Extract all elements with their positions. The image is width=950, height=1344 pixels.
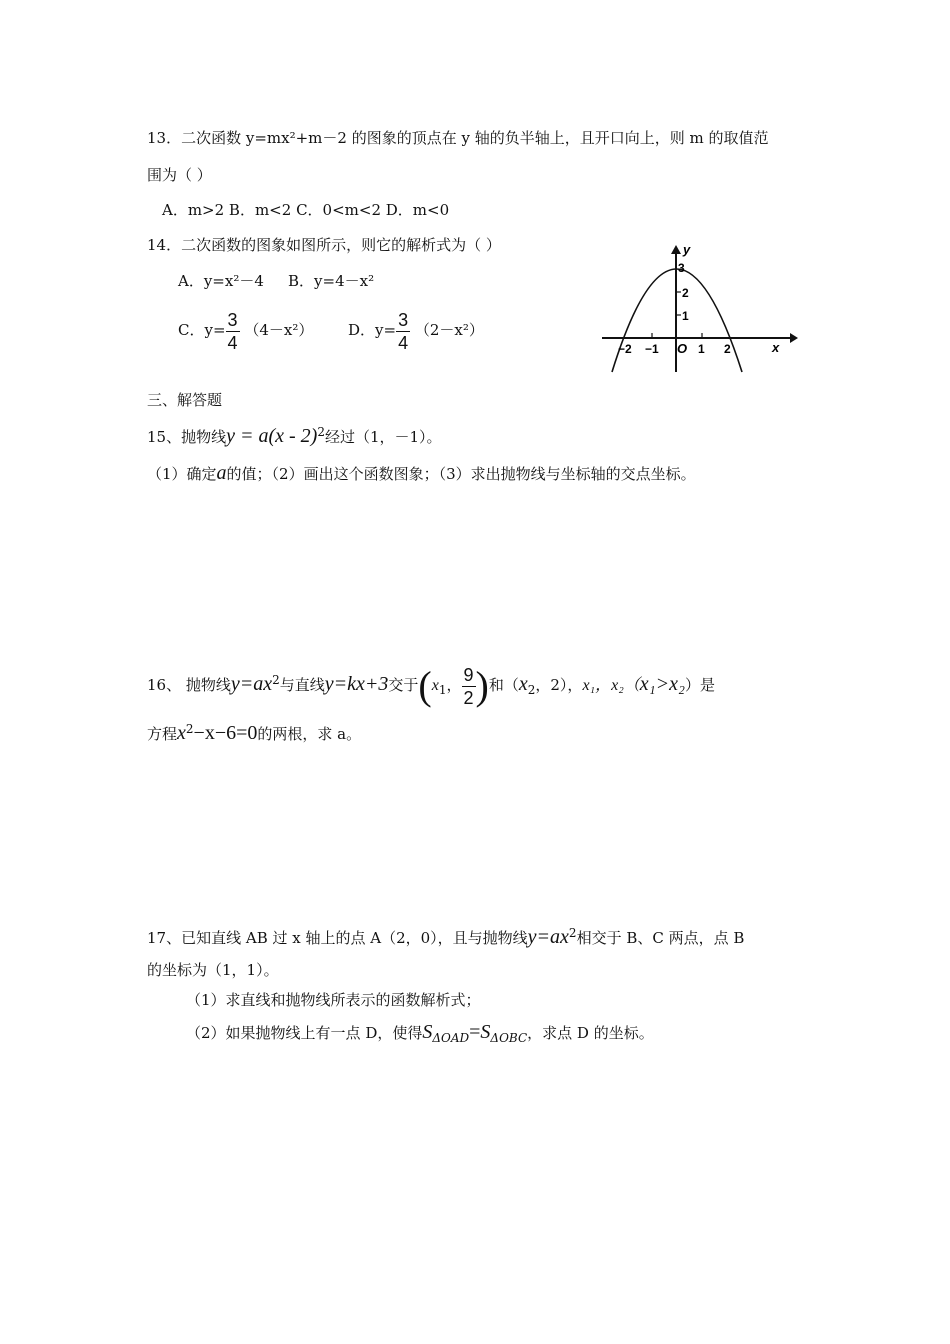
q17-line1	[147, 918, 744, 953]
y-axis-label: y	[683, 242, 691, 257]
q16-equation-rest: −x−6=0	[193, 722, 258, 744]
fraction-denominator: 4	[227, 332, 238, 353]
q16-roots: x₁，x₂（	[582, 677, 640, 694]
q15-sub-var: a	[216, 462, 227, 484]
q13-line1: 13．二次函数 y=mx²+m－2 的图象的顶点在 y 轴的负半轴上，且开口向上，则 m 的取值范	[147, 129, 769, 147]
q16-line-eq: y=kx+3	[324, 673, 389, 695]
x-tick-label-neg2: −2	[618, 342, 632, 356]
q16-parabola-exponent: 2	[272, 673, 280, 687]
left-paren: (	[418, 663, 432, 708]
q13-options: A．m>2 B．m<2 C．0<m<2 D．m<0	[162, 201, 450, 219]
area-symbol: S	[422, 1021, 433, 1043]
q16-pt1-sep: ，	[446, 676, 462, 694]
origin-label: O	[677, 341, 688, 356]
q14-option-d-suffix: （2－x²）	[414, 321, 484, 339]
q17-part2	[186, 1016, 654, 1054]
x-tick-label-1: 1	[698, 342, 705, 356]
q16-mid1: 与直线	[279, 676, 325, 694]
fraction-numerator: 3	[398, 309, 409, 330]
x-tick-label-2: 2	[724, 342, 731, 356]
q17-part2-post: ，求点 D 的坐标。	[527, 1024, 654, 1042]
q14-option-d	[348, 306, 484, 354]
q15-prefix: 15、抛物线	[147, 428, 227, 446]
q16-pt1-x: x	[431, 677, 439, 694]
q14-option-b: B．y=4－x²	[288, 272, 375, 290]
area-subscript-oad: ΔOAD	[432, 1031, 470, 1045]
q16-equation: x	[177, 722, 186, 744]
q14-option-c-fraction	[226, 309, 240, 354]
q16-prefix: 16、 抛物线	[147, 676, 231, 694]
q16-line2	[147, 714, 361, 749]
x-axis-label: x	[772, 340, 780, 355]
y-tick-label-2: 2	[682, 286, 689, 300]
q16-pt1-sub: 1	[438, 683, 447, 697]
q14-option-d-prefix: D．y=	[348, 321, 397, 339]
q17-part2-pre: （2）如果抛物线上有一点 D，使得	[186, 1024, 423, 1042]
fraction-numerator: 3	[227, 309, 238, 330]
area-subscript-obc: ΔOBC	[490, 1031, 528, 1045]
q16-mid3: 和（	[488, 676, 519, 694]
fraction-numerator: 9	[463, 664, 474, 685]
q15-suffix: 经过（1，－1）。	[324, 428, 442, 446]
q16-equation-exponent: 2	[185, 722, 194, 736]
q17-line2: 的坐标为（1，1）。	[147, 961, 279, 979]
q17-line1-pre: 17、已知直线 AB 过 x 轴上的点 A（2，0），且与抛物线	[147, 929, 528, 947]
q14-stem: 14．二次函数的图象如图所示，则它的解析式为（ ）	[147, 236, 501, 254]
y-tick-label-1: 1	[682, 309, 689, 323]
q17-line1-post: 相交于 B、C 两点，点 B	[576, 929, 745, 947]
q16-condition: x₁>x₂	[639, 673, 685, 695]
q16-pt2-rest: ，2），	[535, 676, 583, 694]
q15-line1	[147, 418, 442, 451]
q14-option-a: A．y=x²－4	[178, 272, 264, 290]
q16-pt2-sub: 2	[527, 683, 536, 697]
q16-parabola: y=ax	[230, 673, 273, 695]
y-tick-label-3: 3	[678, 261, 685, 275]
q14-option-c-suffix: （4－x²）	[244, 321, 314, 339]
parabola-graph	[600, 242, 800, 377]
fraction-denominator: 4	[398, 332, 409, 353]
right-paren: )	[475, 663, 489, 708]
x-axis-arrow	[790, 333, 798, 343]
x-tick-label-neg1: −1	[645, 342, 659, 356]
q16-mid2: 交于	[388, 676, 419, 694]
q15-line2	[147, 460, 696, 487]
q17-parabola: y=ax	[527, 926, 569, 948]
q15-formula: y = a(x - 2)	[226, 425, 318, 447]
q17-parabola-exponent: 2	[568, 926, 577, 940]
q16-line2-post: 的两根，求 a。	[257, 725, 362, 743]
q16-cond-close: ）是	[684, 676, 715, 694]
area-symbol: S	[480, 1021, 491, 1043]
q15-sub-post: 的值；（2）画出这个函数图象；（3）求出抛物线与坐标轴的交点坐标。	[226, 465, 696, 483]
q16-line2-pre: 方程	[147, 725, 178, 743]
equals-sign: =	[469, 1021, 481, 1043]
q14-option-c-prefix: C．y=	[178, 321, 226, 339]
section-heading: 三、解答题	[147, 391, 223, 409]
fraction-denominator: 2	[463, 687, 474, 708]
q14-option-c	[178, 306, 313, 354]
q16-nine-halves	[462, 664, 476, 709]
q15-formula-exponent: 2	[317, 425, 325, 439]
q15-sub-pre: （1）确定	[147, 465, 217, 483]
y-axis-arrow	[671, 245, 681, 254]
q14-option-d-fraction	[396, 309, 410, 354]
q13-line2: 围为（ ）	[147, 166, 212, 184]
q17-part1: （1）求直线和抛物线所表示的函数解析式；	[186, 991, 481, 1009]
q16-pt2-x: x	[518, 673, 528, 695]
